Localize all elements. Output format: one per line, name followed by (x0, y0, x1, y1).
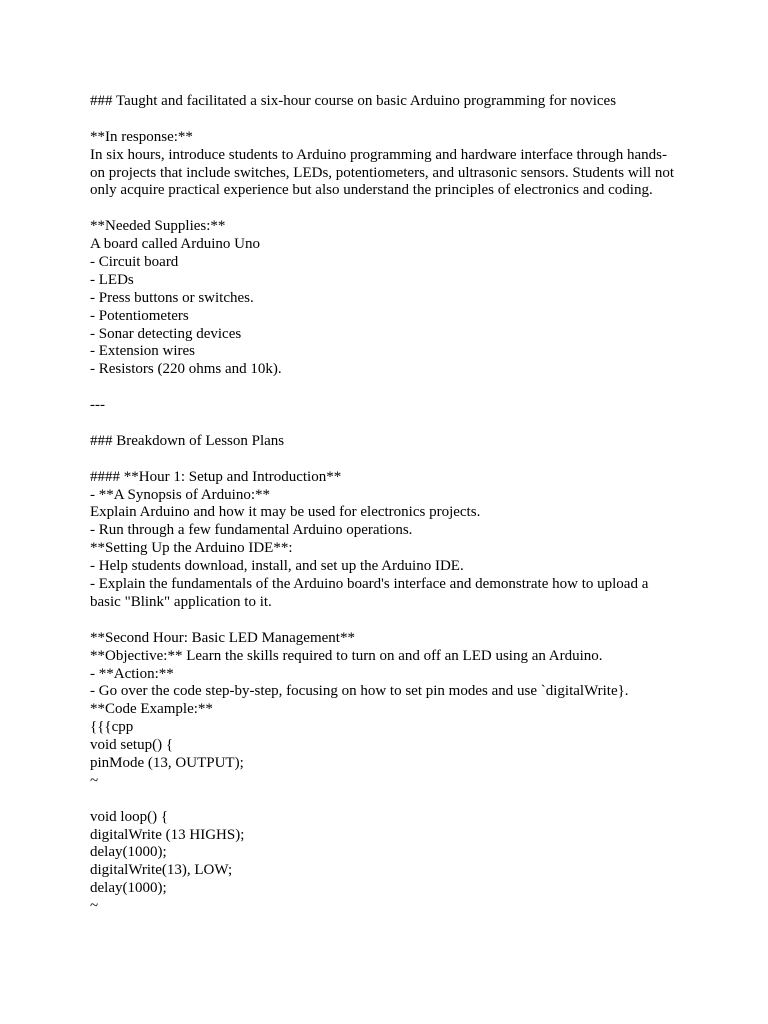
supply-item: - Circuit board (90, 254, 179, 271)
blank-line (90, 612, 690, 630)
hour2-line: - Go over the code step-by-step, focusing on how to set pin modes and use `digitalWrite}. (90, 683, 629, 700)
code-line: delay(1000); (90, 880, 167, 897)
hour1-line: - Help students download, install, and set up the Arduino IDE. (90, 558, 464, 575)
supply-item: - Press buttons or switches. (90, 289, 254, 306)
hour2-line: - **Action:** (90, 665, 174, 682)
code-line: {{{cpp (90, 719, 134, 736)
hour2-line: **Objective:** Learn the skills required to turn on and off an LED using an Arduino. (90, 647, 603, 664)
code-line: pinMode (13, OUTPUT); (90, 754, 244, 771)
hour1-line: **Setting Up the Arduino IDE**: (90, 540, 293, 557)
response-line: In six hours, introduce students to Arduino programming and hardware interface through hands- (90, 146, 667, 163)
supply-item: - LEDs (90, 271, 134, 288)
document-page (90, 93, 690, 916)
code-line: void loop() { (90, 808, 169, 825)
code-line: digitalWrite (13 HIGHS); (90, 826, 245, 843)
hour1-heading: #### **Hour 1: Setup and Introduction** (90, 468, 342, 485)
blank-line (90, 791, 690, 809)
blank-line (90, 379, 690, 397)
supply-item: - Extension wires (90, 343, 195, 360)
hour1-line: Explain Arduino and how it may be used for electronics projects. (90, 504, 481, 521)
code-line: ~ (90, 898, 99, 915)
code-line: digitalWrite(13), LOW; (90, 862, 233, 879)
blank-line (90, 111, 690, 129)
breakdown-heading: ### Breakdown of Lesson Plans (90, 432, 285, 449)
hour2-heading: **Second Hour: Basic LED Management** (90, 629, 355, 646)
hour1-line: - Run through a few fundamental Arduino operations. (90, 522, 413, 539)
response-line: only acquire practical experience but also understand the principles of electronics and coding. (90, 182, 653, 199)
supply-item: - Resistors (220 ohms and 10k). (90, 361, 282, 378)
response-line: on projects that include switches, LEDs, potentiometers, and ultrasonic sensors. Students will not (90, 164, 675, 181)
supply-item: - Potentiometers (90, 307, 189, 324)
blank-line (90, 200, 690, 218)
code-line: void setup() { (90, 737, 174, 754)
supply-item: - Sonar detecting devices (90, 325, 242, 342)
blank-line (90, 451, 690, 469)
supplies-label: **Needed Supplies:** (90, 218, 226, 235)
course-heading: ### Taught and facilitated a six-hour course on basic Arduino programming for novices (90, 93, 617, 109)
separator: --- (90, 397, 105, 414)
code-line: delay(1000); (90, 844, 167, 861)
hour1-line: - **A Synopsis of Arduino:** (90, 486, 271, 503)
response-label: **In response:** (90, 128, 193, 145)
hour1-line: basic "Blink" application to it. (90, 593, 272, 610)
hour1-line: - Explain the fundamentals of the Arduino board's interface and demonstrate how to upload a (90, 576, 649, 593)
supply-item: A board called Arduino Uno (90, 236, 260, 253)
code-line: ~ (90, 772, 99, 789)
hour2-line: **Code Example:** (90, 701, 213, 718)
blank-line (90, 415, 690, 433)
